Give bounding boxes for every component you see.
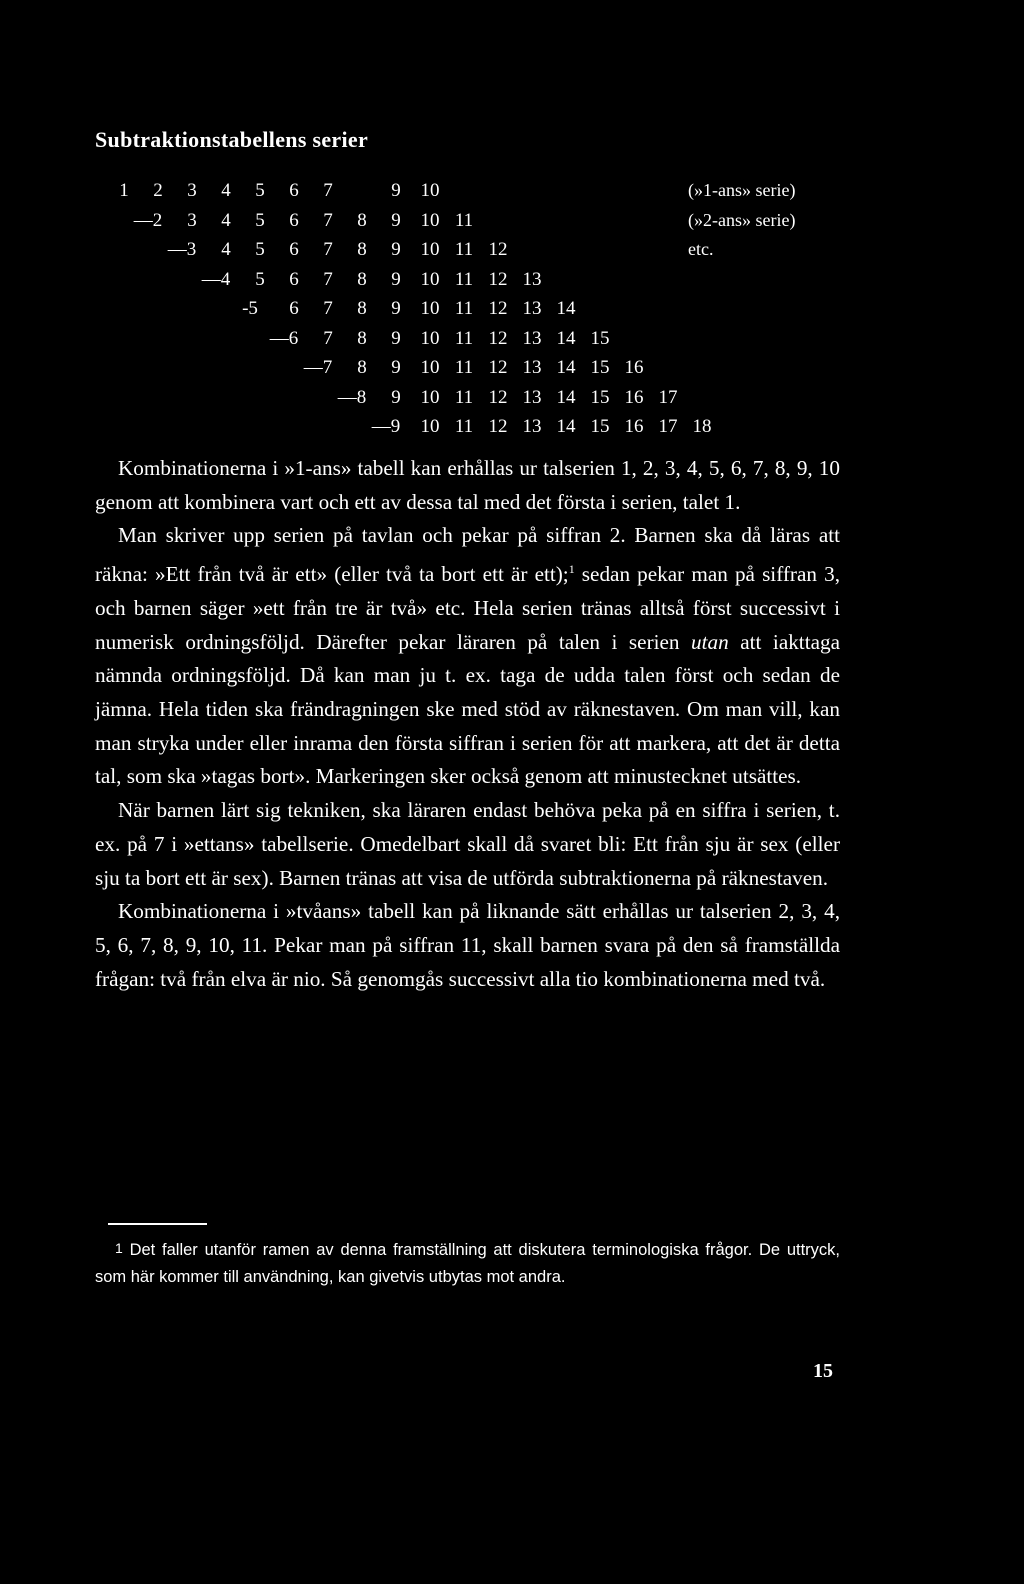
- section-heading: Subtraktionstabellens serier: [95, 127, 369, 152]
- series-row-label: —8: [337, 386, 367, 408]
- footnote-divider: [108, 1223, 207, 1225]
- series-row-value: 15: [590, 327, 610, 349]
- series-row-value: 13: [522, 327, 542, 349]
- series-row-value: 10: [420, 209, 440, 231]
- series-row-value: 3: [187, 180, 197, 201]
- series-row-value: 11: [454, 416, 474, 437]
- series-row: [0, 239, 1024, 267]
- series-row-label: —7: [303, 357, 333, 378]
- series-row-value: 14: [556, 357, 576, 378]
- series-row-value: 13: [522, 268, 542, 290]
- series-row-value: 12: [488, 327, 508, 349]
- series-row-value: 16: [624, 416, 644, 437]
- series-row-value: 6: [289, 298, 299, 319]
- series-row: [0, 387, 1024, 415]
- series-row-value: 13: [522, 416, 542, 437]
- series-row-value: 11: [454, 298, 474, 319]
- series-row-value: 6: [289, 180, 299, 201]
- footnote-reference: 1: [568, 562, 575, 577]
- series-row-value: 5: [255, 209, 265, 231]
- series-row-value: 8: [357, 357, 367, 378]
- series-row-value: 17: [658, 416, 678, 437]
- series-row-value: 7: [323, 268, 333, 290]
- series-row-label: —4: [201, 268, 231, 290]
- series-row-value: 10: [420, 239, 440, 260]
- series-row-value: 6: [289, 239, 299, 260]
- series-row: [0, 416, 1024, 444]
- series-row-value: 12: [488, 298, 508, 319]
- series-row: [0, 269, 1024, 297]
- series-row-value: 16: [624, 386, 644, 408]
- series-row-value: 4: [221, 239, 231, 260]
- series-row-value: 6: [289, 268, 299, 290]
- series-row-value: 11: [454, 357, 474, 378]
- series-row: [0, 210, 1024, 238]
- series-row-value: 9: [391, 239, 401, 260]
- footnote-text: Det faller utanför ramen av denna framställning att diskutera terminologiska frågor. De uttryck, som här kommer till användning, kan givetvis utbytas mot andra.: [95, 1241, 840, 1286]
- series-row-value: 11: [454, 239, 474, 260]
- series-row-value: 13: [522, 386, 542, 408]
- series-row-value: 7: [323, 209, 333, 231]
- series-row-value: 8: [357, 268, 367, 290]
- paragraph-1: Kombinationerna i »1-ans» tabell kan erhållas ur talserien 1, 2, 3, 4, 5, 6, 7, 8, 9, 10 genom att kombinera vart och ett av dessa tal med det första i serien, talet 1.: [95, 456, 840, 514]
- series-row-value: 9: [391, 327, 401, 349]
- series-row-label: 1: [119, 180, 129, 201]
- series-row-value: 10: [420, 386, 440, 408]
- series-row-value: 11: [454, 268, 474, 290]
- series-row-value: 15: [590, 386, 610, 408]
- series-row-value: 5: [255, 180, 265, 201]
- series-row-value: 6: [289, 209, 299, 231]
- series-row: [0, 328, 1024, 356]
- series-row-note: (»1-ans» serie): [688, 180, 796, 200]
- series-row: [0, 180, 1024, 208]
- series-row-value: 14: [556, 327, 576, 349]
- series-row-label: —6: [269, 327, 299, 349]
- series-row-value: 9: [391, 209, 401, 231]
- series-row-value: 9: [391, 268, 401, 290]
- series-row-label: —9: [371, 416, 401, 437]
- series-row-value: 14: [556, 416, 576, 437]
- series-row-value: 10: [420, 357, 440, 378]
- series-row-value: 14: [556, 386, 576, 408]
- series-row-value: 4: [221, 209, 231, 231]
- series-row: [0, 357, 1024, 385]
- series-row-value: 17: [658, 386, 678, 408]
- series-row-value: 10: [420, 268, 440, 290]
- series-row-value: 5: [255, 268, 265, 290]
- paragraph-2-part-a: Man skriver upp serien på tavlan och pekar på siffran 2. Barnen ska då läras att räkna: »Ett från två är ett» (eller två ta bort ett är ett);: [95, 523, 840, 587]
- series-row-note: (»2-ans» serie): [688, 209, 796, 230]
- series-row-value: 11: [454, 209, 474, 231]
- series-row-value: 3: [187, 209, 197, 231]
- series-row-value: 11: [454, 386, 474, 408]
- series-row-value: 13: [522, 298, 542, 319]
- series-row-value: 5: [255, 239, 265, 260]
- series-row-value: 8: [357, 209, 367, 231]
- footnote-marker: 1: [115, 1240, 123, 1256]
- series-row-value: 8: [357, 298, 367, 319]
- page-number: 15: [813, 1360, 833, 1382]
- series-row-value: 10: [420, 416, 440, 437]
- series-row-label: -5: [242, 298, 258, 319]
- series-row-value: 2: [153, 180, 163, 201]
- series-row-value: 14: [556, 298, 576, 319]
- series-row-value: 9: [391, 357, 401, 378]
- body-text: [95, 452, 840, 996]
- series-row-value: 12: [488, 416, 508, 437]
- series-row-value: 15: [590, 416, 610, 437]
- series-row-value: 13: [522, 357, 542, 378]
- series-row-value: 12: [488, 239, 508, 260]
- series-row-label: —2: [133, 209, 163, 231]
- emphasis-utan: utan: [691, 629, 729, 654]
- series-row-value: 12: [488, 357, 508, 378]
- series-row-value: 16: [624, 357, 644, 378]
- series-row-value: 11: [454, 327, 474, 349]
- paragraph-2: [95, 519, 840, 794]
- series-row-value: 7: [323, 327, 333, 349]
- series-row-value: 8: [357, 327, 367, 349]
- series-row-value: 10: [420, 298, 440, 319]
- series-row-label: —3: [167, 239, 197, 260]
- paragraph-2-part-c: att iakttaga nämnda ordningsföljd. Då kan man ju t. ex. taga de udda talen först och sedan de jämna. Hela tiden ska frändragningen ske med stöd av räknestaven. Om man vill, kan man stryka under eller inrama den första siffran i serien för att markera, att det är detta tal, som ska »tagas bort». Markeringen sker också genom att minustecknet utsättes.: [95, 629, 840, 789]
- series-row-value: 9: [391, 386, 401, 408]
- series-row-value: 12: [488, 268, 508, 290]
- paragraph-3: När barnen lärt sig tekniken, ska läraren endast behöva peka på en siffra i serien, t. ex. på 7 i »ettans» tabellserie. Omedelbart skall då svaret bli: Ett från sju är sex (eller sju ta bort ett är sex). Barnen tränas att visa de utförda subtraktionerna på räknestaven.: [95, 798, 840, 890]
- series-row-value: 7: [323, 180, 333, 201]
- series-row-value: 9: [391, 298, 401, 319]
- paragraph-4: Kombinationerna i »tvåans» tabell kan på liknande sätt erhållas ur talserien 2, 3, 4, 5, 6, 7, 8, 9, 10, 11. Pekar man på siffran 11, skall barnen svara på den så framställda frågan: två från elva är nio. Så genomgås successivt alla tio kombinationerna med två.: [95, 899, 840, 991]
- series-row-value: 18: [692, 416, 712, 437]
- footnote: [95, 1235, 840, 1291]
- series-row-note: etc.: [688, 239, 714, 259]
- series-row-value: 8: [357, 239, 367, 260]
- series-row-value: 10: [420, 327, 440, 349]
- series-row-value: 15: [590, 357, 610, 378]
- paragraph-2-part-b: sedan pekar man på siffran 3, och barnen säger »ett från tre är två» etc. Hela serien tränas alltså först successivt i numerisk ordningsföljd. Därefter pekar läraren på talen i serien: [95, 562, 840, 654]
- series-row-value: 12: [488, 386, 508, 408]
- series-row: [0, 298, 1024, 326]
- series-row-value: 4: [221, 180, 231, 201]
- series-row-value: 7: [323, 239, 333, 260]
- series-row-value: 10: [420, 180, 440, 201]
- subtraction-series-table: [0, 180, 1024, 437]
- series-row-value: 7: [323, 298, 333, 319]
- series-row-value: 9: [391, 180, 401, 201]
